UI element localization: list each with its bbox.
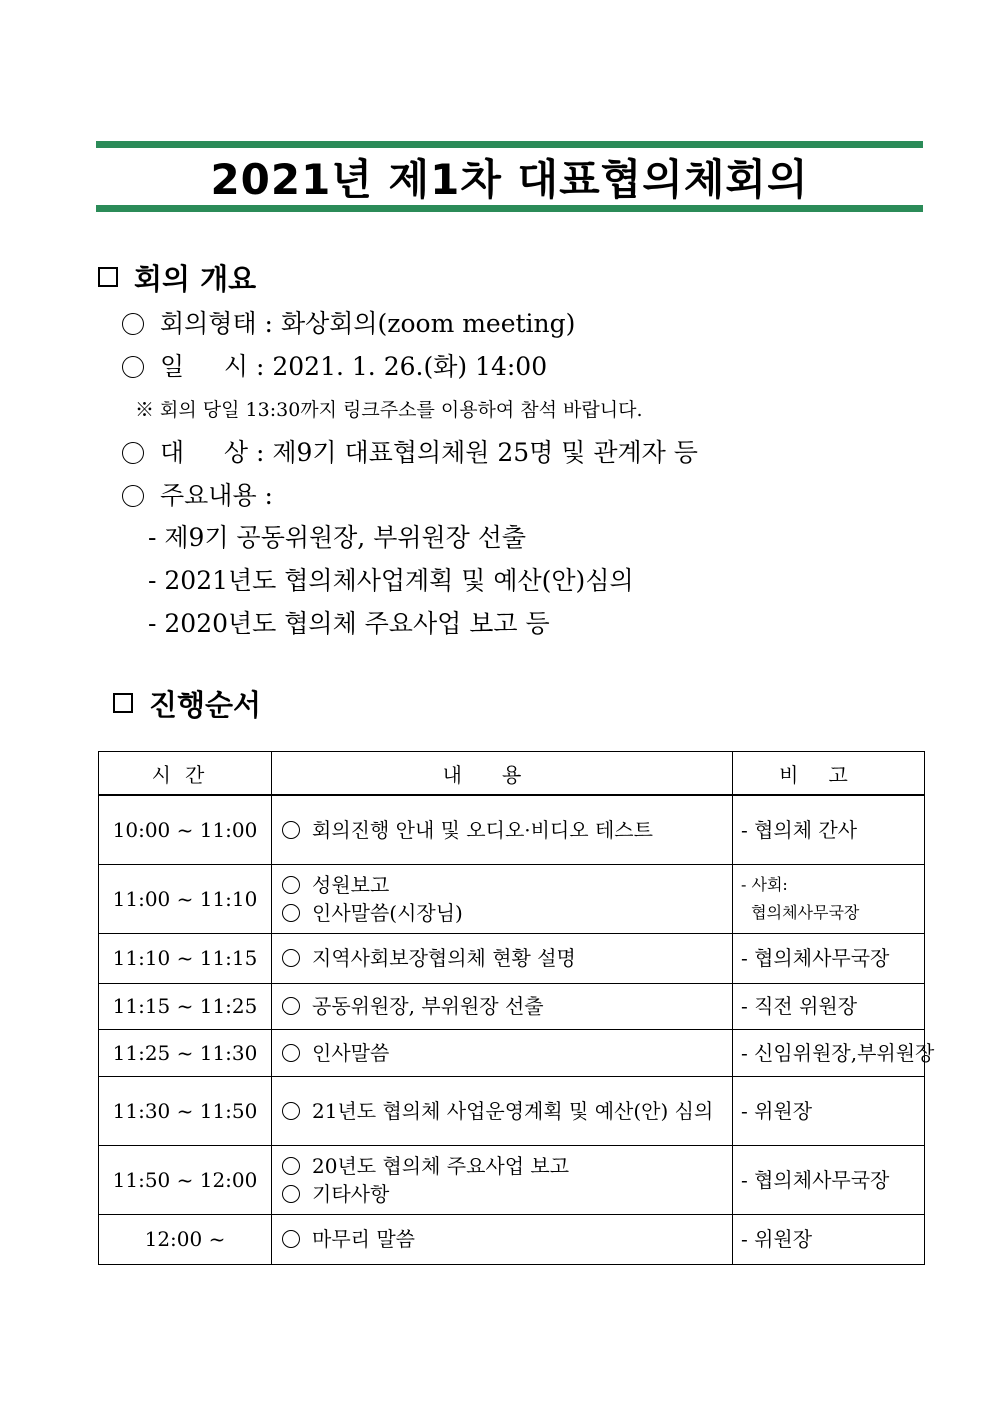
schedule-table — [98, 751, 935, 1265]
table-row — [99, 1029, 925, 1076]
circle-bullet-icon — [122, 485, 144, 507]
schedule-time: 11:00 ~ 11:10 — [99, 864, 272, 933]
table-row — [99, 864, 925, 933]
circle-bullet-icon — [282, 1102, 300, 1120]
content-line: - 2021년도 협의체사업계획 및 예산(안)심의 — [148, 566, 634, 595]
schedule-item-text: 인사말씀 — [312, 1040, 390, 1065]
table-row — [99, 795, 925, 864]
schedule-time: 11:30 ~ 11:50 — [99, 1076, 272, 1145]
overview-item-contents: 주요내용 : — [122, 479, 273, 513]
title-bar-bottom — [96, 205, 923, 212]
schedule-item-text: 인사말씀(시장님) — [312, 900, 463, 925]
circle-bullet-icon — [282, 1230, 300, 1248]
schedule-item — [282, 899, 732, 927]
overview-heading-text: 회의 개요 — [134, 261, 257, 296]
overview-item-format: 회의형태 : 화상회의(zoom meeting) — [122, 307, 575, 341]
schedule-content — [272, 864, 733, 933]
circle-bullet-icon — [122, 442, 144, 464]
table-row — [99, 983, 925, 1029]
schedule-item — [282, 1039, 732, 1067]
content-line: - 2020년도 협의체 주요사업 보고 등 — [148, 609, 550, 638]
overview-heading — [98, 257, 256, 297]
schedule-item-text: 20년도 협의체 주요사업 보고 — [312, 1153, 570, 1178]
schedule-item-text: 기타사항 — [312, 1181, 390, 1206]
circle-bullet-icon — [122, 356, 144, 378]
checkbox-square-icon — [98, 267, 118, 287]
schedule-note: - 협의체 간사 — [733, 795, 925, 864]
schedule-item — [282, 816, 732, 844]
schedule-item-text: 공동위원장, 부위원장 선출 — [312, 994, 544, 1018]
schedule-item-text: 지역사회보장협의체 현황 설명 — [312, 946, 576, 970]
circle-bullet-icon — [282, 1185, 300, 1203]
schedule-content — [272, 1029, 733, 1076]
schedule-content — [272, 1076, 733, 1145]
schedule-item — [282, 1225, 732, 1253]
circle-bullet-icon — [282, 876, 300, 894]
overview-item-target: 대 상 : 제9기 대표협의체원 25명 및 관계자 등 — [122, 436, 698, 470]
content-line: - 제9기 공동위원장, 부위원장 선출 — [148, 523, 527, 552]
schedule-item — [282, 871, 732, 899]
schedule-time: 11:25 ~ 11:30 — [99, 1029, 272, 1076]
circle-bullet-icon — [122, 313, 144, 335]
schedule-item — [282, 1152, 732, 1180]
circle-bullet-icon — [282, 997, 300, 1015]
schedule-note: - 위원장 — [733, 1076, 925, 1145]
schedule-item-text: 성원보고 — [312, 872, 390, 897]
table-header-row — [99, 752, 925, 796]
schedule-content — [272, 933, 733, 983]
table-row — [99, 1076, 925, 1145]
table-row — [99, 1214, 925, 1264]
circle-bullet-icon — [282, 821, 300, 839]
overview-item-datetime: 일 시 : 2021. 1. 26.(화) 14:00 — [122, 350, 547, 384]
schedule-content — [272, 795, 733, 864]
table-row — [99, 933, 925, 983]
schedule-content — [272, 1214, 733, 1264]
overview-note: ※ 회의 당일 13:30까지 링크주소를 이용하여 참석 바랍니다. — [135, 399, 643, 421]
schedule-time: 11:50 ~ 12:00 — [99, 1145, 272, 1214]
schedule-item — [282, 1180, 732, 1208]
schedule-note: - 협의체사무국장 — [733, 1145, 925, 1214]
column-header-content: 내용 — [272, 752, 733, 796]
schedule-item — [282, 1097, 732, 1125]
schedule-note: - 사회: 협의체사무국장 — [733, 864, 925, 933]
schedule-item — [282, 944, 732, 972]
circle-bullet-icon — [282, 904, 300, 922]
schedule-note: - 신임위원장,부위원장 — [733, 1029, 925, 1076]
checkbox-square-icon — [113, 693, 133, 713]
schedule-heading — [113, 683, 261, 723]
circle-bullet-icon — [282, 1157, 300, 1175]
table-row — [99, 1145, 925, 1214]
schedule-item-text: 21년도 협의체 사업운영계획 및 예산(안) 심의 — [312, 1098, 714, 1123]
schedule-note: - 위원장 — [733, 1214, 925, 1264]
schedule-time: 11:10 ~ 11:15 — [99, 933, 272, 983]
title-block — [96, 141, 923, 213]
document-title: 2021년 제1차 대표협의체회의 — [210, 154, 809, 204]
column-header-note: 비고 — [733, 752, 925, 796]
schedule-note: - 협의체사무국장 — [733, 933, 925, 983]
circle-bullet-icon — [282, 949, 300, 967]
column-header-time: 시간 — [99, 752, 272, 796]
schedule-note: - 직전 위원장 — [733, 983, 925, 1029]
schedule-heading-text: 진행순서 — [149, 687, 262, 722]
schedule-item-text: 회의진행 안내 및 오디오·비디오 테스트 — [312, 817, 653, 842]
schedule-item — [282, 992, 732, 1020]
schedule-content — [272, 983, 733, 1029]
circle-bullet-icon — [282, 1044, 300, 1062]
schedule-time: 12:00 ~ — [99, 1214, 272, 1264]
schedule-time: 10:00 ~ 11:00 — [99, 795, 272, 864]
schedule-time: 11:15 ~ 11:25 — [99, 983, 272, 1029]
schedule-content — [272, 1145, 733, 1214]
schedule-item-text: 마무리 말씀 — [312, 1227, 415, 1251]
